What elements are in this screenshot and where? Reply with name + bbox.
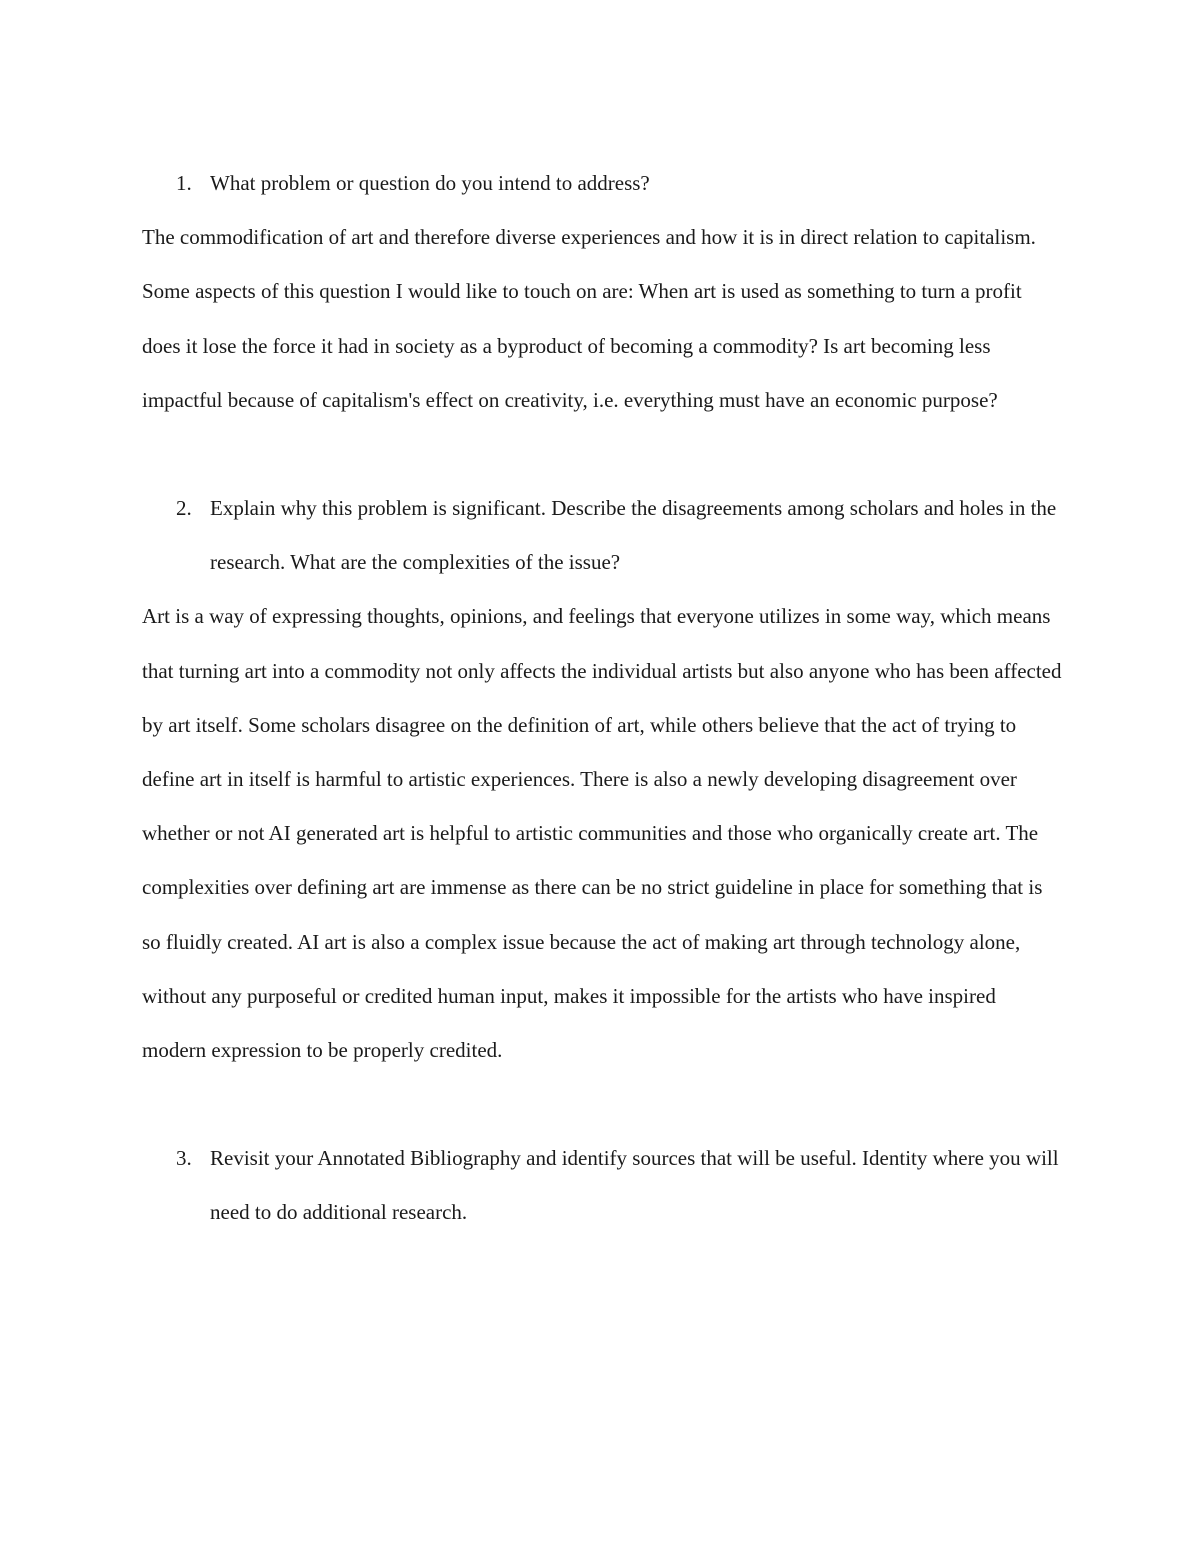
question-number: 3. (176, 1146, 192, 1171)
question-2 (142, 481, 1062, 589)
answer-1: The commodification of art and therefore diverse experiences and how it is in direct relation to capitalism. Some aspects of this question I would like to touch on are: When art is used as something to turn a profit does it lose the force it had in society as a byproduct of becoming a commodity? Is art becoming less impactful because of capitalism's effect on creativity, i.e. everything must have an economic purpose? (142, 225, 1036, 412)
answer-2: Art is a way of expressing thoughts, opinions, and feelings that everyone utilizes in some way, which means that turning art into a commodity not only affects the individual artists but also anyone who has been affected by art itself. Some scholars disagree on the definition of art, while others believe that the act of trying to define art in itself is harmful to artistic experiences. There is also a newly developing disagreement over whether or not AI generated art is helpful to artistic communities and those who organically create art. The complexities over defining art are immense as there can be no strict guideline in place for something that is so fluidly created. AI art is also a complex issue because the act of making art through technology alone, without any purposeful or credited human input, makes it impossible for the artists who have inspired modern expression to be properly credited. (142, 604, 1062, 1063)
question-3 (142, 1131, 1062, 1239)
question-text: Explain why this problem is significant. Describe the disagreements among scholars and holes in the research. What are the complexities of the issue? (210, 496, 1057, 575)
question-text: Revisit your Annotated Bibliography and identify sources that will be useful. Identity where you will need to do additional research. (210, 1146, 1059, 1225)
section-gap (142, 1077, 1062, 1131)
document-content (142, 156, 1062, 1240)
question-text: What problem or question do you intend to address? (210, 171, 650, 195)
question-1 (142, 156, 1062, 210)
section-gap (142, 427, 1062, 481)
question-number: 2. (176, 496, 192, 521)
question-number: 1. (176, 171, 192, 195)
